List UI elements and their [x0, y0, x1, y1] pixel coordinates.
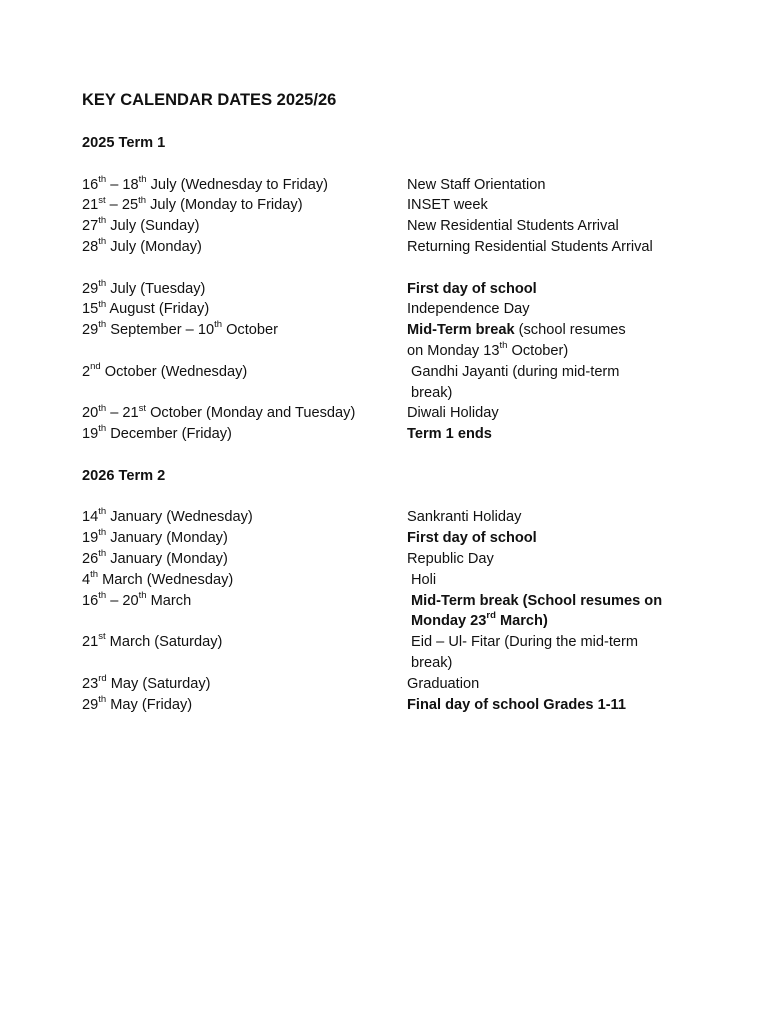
- text-run: October (Wednesday): [100, 363, 248, 380]
- document-title: KEY CALENDAR DATES 2025/26: [82, 91, 337, 109]
- text-run: May (Saturday): [106, 675, 211, 692]
- superscript-text: th: [98, 215, 107, 227]
- text-run: 19: [82, 426, 99, 443]
- event-cell: [407, 695, 722, 716]
- superscript-text: nd: [90, 360, 101, 372]
- text-run: Monday 23: [411, 613, 487, 630]
- superscript-text: th: [138, 173, 147, 185]
- event-cell: [407, 507, 722, 528]
- text-run: 21: [82, 197, 99, 214]
- event-cell: [407, 403, 722, 424]
- superscript-text: th: [98, 173, 107, 185]
- text-run: Final day of school Grades 1-11: [407, 696, 626, 713]
- calendar-row: [82, 424, 722, 445]
- date-cell: [82, 362, 407, 383]
- text-run: October: [222, 322, 278, 339]
- calendar-row: [82, 320, 722, 362]
- term-section: [82, 133, 722, 445]
- calendar-row: [82, 237, 722, 258]
- text-run: 29: [82, 322, 99, 339]
- date-cell: [82, 507, 407, 528]
- text-run: 29: [82, 280, 99, 297]
- calendar-row: [82, 632, 722, 674]
- text-run: – 20: [106, 592, 139, 609]
- spacer: [82, 445, 722, 466]
- text-run: January (Monday): [106, 550, 228, 567]
- superscript-text: th: [98, 527, 107, 539]
- superscript-text: th: [98, 236, 107, 248]
- text-run: 19: [82, 530, 99, 547]
- date-cell: [82, 570, 407, 591]
- calendar-document: [82, 88, 722, 715]
- text-run: INSET week: [407, 197, 488, 214]
- calendar-row: [82, 549, 722, 570]
- term-heading: 2026 Term 2: [82, 467, 166, 484]
- text-run: 16: [82, 592, 99, 609]
- superscript-text: rd: [486, 610, 496, 622]
- text-run: September – 10: [106, 322, 215, 339]
- calendar-row: [82, 591, 722, 633]
- date-cell: [82, 299, 407, 320]
- calendar-row: [82, 279, 722, 300]
- superscript-text: th: [98, 506, 107, 518]
- date-cell: [82, 695, 407, 716]
- date-cell: [82, 216, 407, 237]
- text-run: July (Wednesday to Friday): [146, 176, 328, 193]
- text-run: October): [507, 342, 569, 359]
- text-run: July (Monday to Friday): [146, 197, 303, 214]
- text-run: Sankranti Holiday: [407, 509, 522, 526]
- spacer: [82, 112, 722, 133]
- text-run: December (Friday): [106, 426, 232, 443]
- date-cell: [82, 195, 407, 216]
- text-run: Diwali Holiday: [407, 405, 499, 422]
- calendar-row: [82, 195, 722, 216]
- superscript-text: st: [98, 631, 106, 643]
- calendar-row: [82, 695, 722, 716]
- date-cell: [82, 632, 407, 653]
- calendar-row: [82, 674, 722, 695]
- event-cell: [407, 632, 722, 674]
- superscript-text: th: [98, 277, 107, 289]
- date-cell: [82, 674, 407, 695]
- text-run: August (Friday): [106, 301, 210, 318]
- superscript-text: th: [98, 319, 107, 331]
- text-run: 26: [82, 550, 99, 567]
- text-run: New Staff Orientation: [407, 176, 546, 193]
- text-run: 4: [82, 571, 91, 588]
- event-cell: [407, 299, 722, 320]
- date-cell: [82, 591, 407, 612]
- text-run: March (Wednesday): [98, 571, 234, 588]
- superscript-text: th: [138, 589, 147, 601]
- term-section: [82, 445, 722, 715]
- text-run: Graduation: [407, 675, 480, 692]
- text-run: July (Tuesday): [106, 280, 206, 297]
- calendar-row: [82, 216, 722, 237]
- text-run: First day of school: [407, 530, 537, 547]
- text-run: Gandhi Jayanti (during mid-term: [411, 363, 620, 380]
- text-run: First day of school: [407, 280, 537, 297]
- text-run: Mid-Term break: [407, 322, 515, 339]
- text-run: Returning Residential Students Arrival: [407, 238, 653, 255]
- text-run: Independence Day: [407, 301, 530, 318]
- event-cell: [407, 362, 722, 404]
- event-cell: [407, 237, 722, 258]
- event-cell: [407, 549, 722, 570]
- text-run: 14: [82, 509, 99, 526]
- text-run: March: [146, 592, 192, 609]
- event-cell: [407, 528, 722, 549]
- superscript-text: th: [98, 693, 107, 705]
- text-run: March (Saturday): [105, 634, 223, 651]
- text-run: January (Wednesday): [106, 509, 253, 526]
- superscript-text: st: [98, 194, 106, 206]
- calendar-row: [82, 403, 722, 424]
- text-run: – 21: [106, 405, 139, 422]
- event-cell: [407, 674, 722, 695]
- event-cell: [407, 279, 722, 300]
- text-run: January (Monday): [106, 530, 228, 547]
- text-run: 21: [82, 634, 99, 651]
- superscript-text: st: [138, 402, 147, 414]
- event-cell: [407, 424, 722, 445]
- calendar-row: [82, 299, 722, 320]
- superscript-text: th: [214, 319, 223, 331]
- text-run: Republic Day: [407, 550, 494, 567]
- calendar-row: [82, 362, 722, 404]
- text-run: Eid – Ul- Fitar (During the mid-term: [411, 634, 639, 651]
- text-run: New Residential Students Arrival: [407, 218, 619, 235]
- text-run: – 18: [106, 176, 139, 193]
- superscript-text: th: [98, 548, 107, 560]
- event-cell: [407, 216, 722, 237]
- calendar-row: [82, 175, 722, 196]
- date-cell: [82, 175, 407, 196]
- superscript-text: th: [98, 423, 107, 435]
- calendar-row: [82, 528, 722, 549]
- text-run: October (Monday and Tuesday): [146, 405, 356, 422]
- calendar-row: [82, 570, 722, 591]
- superscript-text: th: [499, 340, 508, 352]
- event-cell: [407, 570, 722, 591]
- text-run: break): [411, 654, 453, 671]
- text-run: March): [495, 613, 548, 630]
- superscript-text: th: [98, 402, 107, 414]
- event-cell: [407, 591, 722, 633]
- superscript-text: th: [98, 298, 107, 310]
- text-run: 29: [82, 696, 99, 713]
- superscript-text: rd: [98, 672, 107, 684]
- text-run: break): [411, 384, 453, 401]
- date-cell: [82, 320, 407, 341]
- spacer: [82, 154, 722, 175]
- text-run: July (Sunday): [106, 218, 200, 235]
- spacer: [82, 487, 722, 508]
- term-heading: 2025 Term 1: [82, 135, 166, 151]
- text-run: Term 1 ends: [407, 426, 492, 443]
- text-run: 15: [82, 301, 99, 318]
- text-run: 23: [82, 675, 99, 692]
- text-run: on Monday 13: [407, 342, 500, 359]
- text-run: July (Monday): [106, 238, 202, 255]
- calendar-row: [82, 507, 722, 528]
- text-run: – 25: [105, 197, 139, 214]
- event-cell: [407, 175, 722, 196]
- text-run: (school resumes: [514, 322, 626, 339]
- date-cell: [82, 403, 407, 424]
- superscript-text: th: [90, 568, 99, 580]
- event-cell: [407, 195, 722, 216]
- calendar-sections: [82, 133, 722, 715]
- text-run: May (Friday): [106, 696, 193, 713]
- date-cell: [82, 424, 407, 445]
- superscript-text: th: [138, 194, 147, 206]
- date-cell: [82, 237, 407, 258]
- text-run: 16: [82, 176, 99, 193]
- date-cell: [82, 279, 407, 300]
- superscript-text: th: [98, 589, 107, 601]
- text-run: 28: [82, 238, 99, 255]
- date-cell: [82, 549, 407, 570]
- text-run: 20: [82, 405, 99, 422]
- text-run: 2: [82, 363, 91, 380]
- event-cell: [407, 320, 722, 362]
- text-run: 27: [82, 218, 99, 235]
- spacer: [82, 258, 722, 279]
- text-run: Mid-Term break (School resumes on: [411, 592, 663, 609]
- date-cell: [82, 528, 407, 549]
- text-run: Holi: [411, 571, 437, 588]
